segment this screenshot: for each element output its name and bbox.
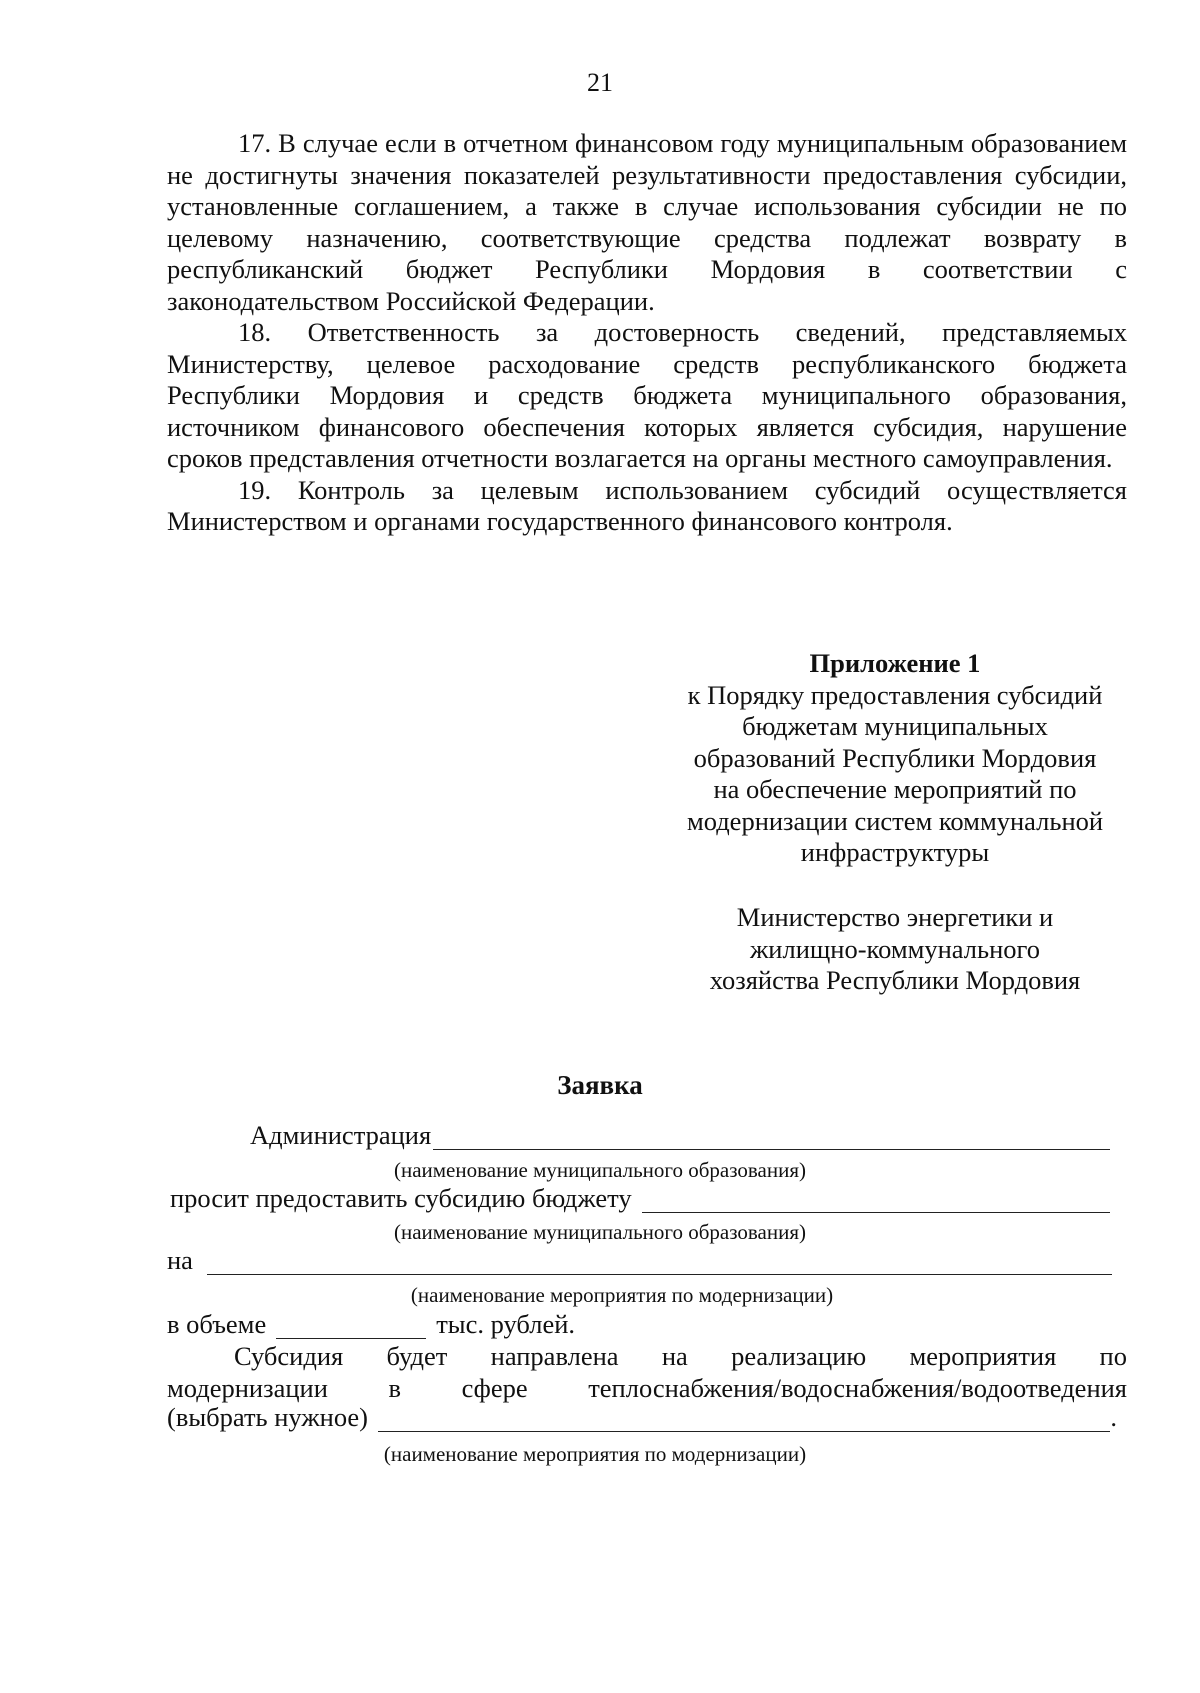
appendix-line: модернизации систем коммунальной bbox=[686, 805, 1104, 836]
amount-blank[interactable] bbox=[276, 1314, 426, 1339]
appendix-line: к Порядку предоставления субсидий bbox=[687, 679, 1103, 710]
budget-blank[interactable] bbox=[642, 1188, 1110, 1213]
subsidy-line-2: модернизации в сфере теплоснабжения/водоснабжения/водоотведения bbox=[167, 1373, 1127, 1403]
request-budget-label: просит предоставить субсидию бюджету bbox=[170, 1183, 632, 1213]
page-number: 21 bbox=[587, 68, 613, 97]
caption-event-1: (наименование мероприятия по модернизации) bbox=[410, 1283, 834, 1307]
choose-line bbox=[167, 1402, 1117, 1432]
appendix-block bbox=[660, 648, 1130, 869]
choose-end: . bbox=[1110, 1402, 1117, 1432]
paragraph-19: 19. Контроль за целевым использованием субсидий осуществляется Министерством и органами государственного финансового контроля. bbox=[167, 474, 1127, 536]
appendix-line: на обеспечение мероприятий по bbox=[713, 774, 1077, 804]
request-title: Заявка bbox=[557, 1070, 643, 1100]
ministry-line: хозяйства Республики Мордовия bbox=[709, 965, 1081, 995]
amount-suffix: тыс. рублей. bbox=[436, 1309, 576, 1339]
choose-blank[interactable] bbox=[378, 1407, 1110, 1432]
body-text bbox=[167, 128, 1127, 538]
appendix-line: образований Республики Мордовия bbox=[693, 742, 1097, 773]
administration-blank[interactable] bbox=[433, 1125, 1110, 1150]
ministry-line: Министерство энергетики и bbox=[736, 902, 1054, 932]
subsidy-line-1: Субсидия будет направлена на реализацию мероприятия по bbox=[234, 1341, 1127, 1371]
choose-label: (выбрать нужное) bbox=[167, 1402, 368, 1432]
appendix-line: бюджетам муниципальных bbox=[742, 711, 1048, 741]
caption-event-2: (наименование мероприятия по модернизации) bbox=[383, 1442, 807, 1466]
administration-line bbox=[250, 1120, 1110, 1150]
appendix-title: Приложение 1 bbox=[809, 648, 981, 678]
purpose-line bbox=[167, 1245, 1112, 1275]
caption-municipality-2: (наименование муниципального образования) bbox=[393, 1220, 807, 1244]
request-budget-line bbox=[170, 1183, 1110, 1213]
purpose-label: на bbox=[167, 1245, 193, 1275]
paragraph-17: 17. В случае если в отчетном финансовом году муниципальным образованием не достигнуты значения показателей результативности предоставления субсидии, установленные соглашением, а также в случае использования субсидии не по целевому назначению, соответствующие средства подлежат возврату в республиканский бюджет Республики Мордовия в соответствии с законодательством Российской Федерации. bbox=[167, 128, 1127, 316]
administration-label: Администрация bbox=[250, 1120, 432, 1150]
caption-municipality-1: (наименование муниципального образования) bbox=[393, 1158, 807, 1182]
ministry-block bbox=[660, 902, 1130, 997]
purpose-blank[interactable] bbox=[207, 1250, 1112, 1275]
paragraph-18: 18. Ответственность за достоверность сведений, представляемых Министерству, целевое расходование средств республиканского бюджета Республики Мордовия и средств бюджета муниципального образования, источником финансового обеспечения которых является субсидия, нарушение сроков представления отчетности возлагается на органы местного самоуправления. bbox=[167, 317, 1127, 473]
amount-line bbox=[167, 1309, 767, 1339]
appendix-line: инфраструктуры bbox=[800, 837, 990, 867]
ministry-line: жилищно-коммунального bbox=[750, 933, 1040, 964]
amount-label: в объеме bbox=[167, 1309, 267, 1339]
